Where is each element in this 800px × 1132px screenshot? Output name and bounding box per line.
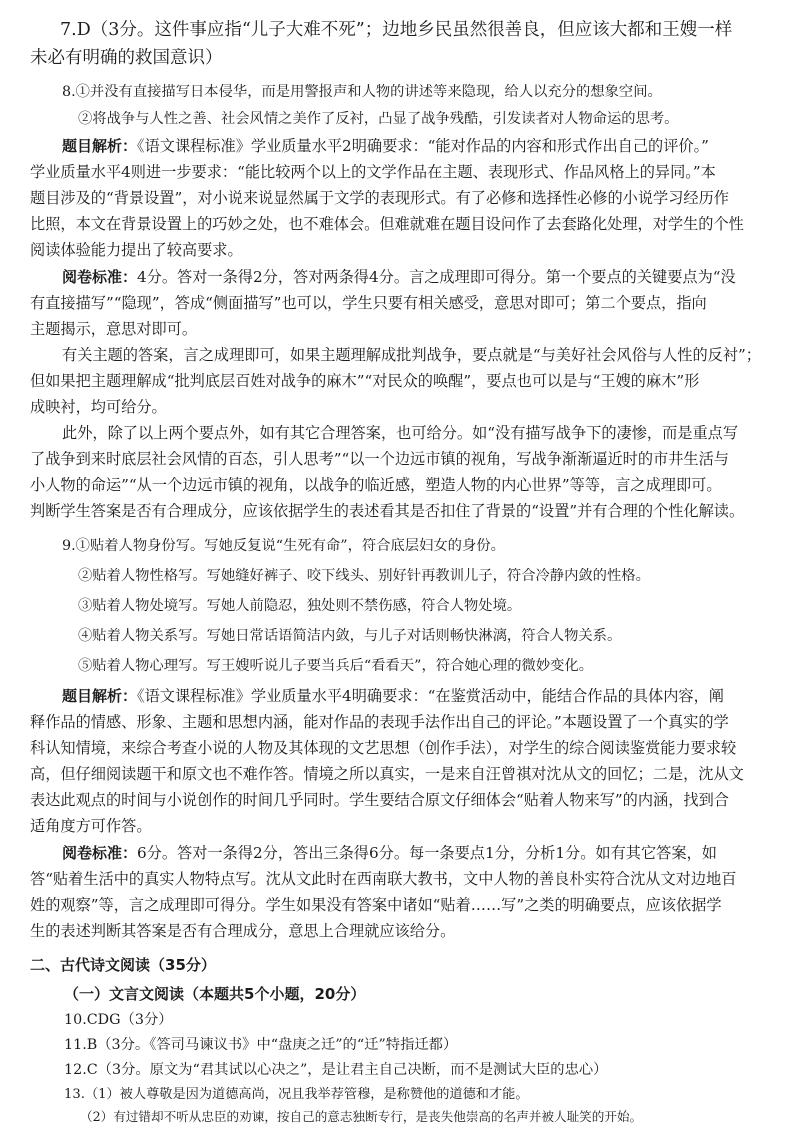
q9-analysis-line-2: 释作品的情感、形象、主题和思想内涵，能对作品的表现手法作出自己的评论。”本题设置了一个真实的学 (30, 713, 729, 731)
standard-label: 阅卷标准： (62, 268, 138, 286)
q9-standard-line-1: 阅卷标准：6分。答对一条得2分，答出三条得6分。每一条要点1分，分析1分。如有其它答案，如 (62, 844, 717, 862)
q8-standard-line-2: 有直接描写”“隐现”，答成“侧面描写”也可以，学生只要有相关感受，意思对即可；第二个要点，指向 (30, 294, 707, 312)
q9-standard-line-3: 姓的观察”等，言之成理即可得分。学生如果没有答案中诸如“贴着……写”之类的明确要点，应该依据学 (30, 896, 722, 914)
q9-point-3: ③贴着人物处境写。写她人前隐忍，独处则不禁伤感，符合人物处境。 (78, 598, 522, 614)
q8-analysis-line-1: 题目解析：《语文课程标准》学业质量水平2明确要求：“能对作品的内容和形式作出自己的评价。” (62, 137, 709, 155)
q13-line-1: 13.（1）被人尊敬是因为道德高尚，况且我举荐管穆，是称赞他的道德和才能。 (64, 1087, 529, 1102)
q8-standard-line-1: 阅卷标准：4分。答对一条得2分，答对两条得4分。言之成理即可得分。第一个要点的关键要点为“没 (62, 268, 736, 286)
q8-analysis-line-3: 题目涉及的“背景设置”，对小说来说显然属于文学的表现形式。有了必修和选择性必修的小说学习经历作 (30, 189, 729, 207)
q9-analysis-line-1: 题目解析：《语文课程标准》学业质量水平4明确要求：“在鉴赏活动中，能结合作品的具体内容，阐 (62, 687, 724, 705)
q9-standard-line-2: 答“贴着生活中的真实人物特点写。沈从文此时在西南联大教书，文中人物的善良朴实符合沈从文对边地百 (30, 870, 737, 888)
section-2-subtitle: （一）文言文阅读（本题共5个小题，20分） (64, 985, 366, 1003)
q9-analysis-line-3: 科认知情境，来综合考查小说的人物及其体现的文艺思想（创作手法），对学生的综合阅读鉴赏能力要求较 (30, 739, 737, 757)
q9-analysis-line-4: 高，但仔细阅读题干和原文也不难作答。情境之所以真实，一是来自汪曾祺对沈从文的回忆；二是，沈从文 (30, 765, 744, 783)
q8-extra-line-7: 判断学生答案是否有合理成分，应该依据学生的表述看其是否扣住了背景的“设置”并有合理的个性化解读。 (30, 502, 745, 520)
q8-point-2: ②将战争与人性之善、社会风情之美作了反衬，凸显了战争残酷，引发读者对人物命运的思考。 (78, 111, 679, 127)
section-2-title: 二、古代诗文阅读（35分） (30, 956, 216, 974)
q8-analysis-line-5: 阅读体验能力提出了较高要求。 (30, 241, 243, 259)
q13-line-2: （2）有过错却不听从忠臣的劝谏，按自己的意志独断专行，是丧失他崇高的名声并被人耻笑的开始。 (80, 1109, 643, 1124)
q8-analysis-line-4: 比照，本文在背景设置上的巧妙之处，也不难体会。但难就难在题目设问作了去套路化处理，对学生的个性 (30, 215, 744, 233)
analysis-label: 题目解析： (62, 687, 138, 705)
q8-extra-line-3: 成映衬，均可给分。 (30, 398, 167, 416)
q8-analysis-line-2: 学业质量水平4则进一步要求：“能比较两个以上的文学作品在主题、表现形式、作品风格上的异同。”本 (30, 163, 716, 181)
q8-extra-line-6: 小人物的命运”“从一个边远市镇的视角，以战争的临近感，塑造人物的内心世界”等等，言之成理即可。 (30, 476, 722, 494)
q9-analysis-line-5: 表达此观点的时间与小说创作的时间几乎同时。学生要结合原文仔细体会“贴着人物来写”的内涵，找到合 (30, 791, 729, 809)
analysis-label: 题目解析： (62, 137, 138, 155)
q8-extra-line-1: 有关主题的答案，言之成理即可，如果主题理解成批判战争，要点就是“与美好社会风俗与人性的反衬”； (62, 346, 761, 364)
q9-point-1: 9.①贴着人物身份写。写她反复说“生死有命”，符合底层妇女的身份。 (62, 538, 505, 554)
q8-extra-line-5: 了战争到来时底层社会风情的百态，引人思考”“以一个边远市镇的视角，写战争渐渐逼近时的市井生活与 (30, 450, 729, 468)
standard-label: 阅卷标准： (62, 844, 138, 862)
q9-standard-line-4: 生的表述判断其答案是否有合理成分，意思上合理就应该给分。 (30, 922, 456, 940)
q11-answer: 11.B（3分。《答司马谏议书》中“盘庚之迁”的“迁”特指迁都） (64, 1037, 458, 1053)
q8-point-1: 8.①并没有直接描写日本侵华，而是用警报声和人物的讲述等来隐现，给人以充分的想象空间。 (62, 84, 662, 100)
q9-point-5: ⑤贴着人物心理写。写王嫂听说儿子要当兵后“看看天”，符合她心理的微妙变化。 (78, 658, 594, 674)
q10-answer: 10.CDG（3分） (64, 1012, 173, 1028)
q8-standard-line-3: 主题揭示，意思对即可。 (30, 320, 198, 338)
q8-extra-line-2: 但如果把主题理解成“批判底层百姓对战争的麻木”“对民众的唤醒”，要点也可以是与“王嫂的麻木”形 (30, 372, 700, 390)
q9-analysis-line-6: 适角度方可作答。 (30, 817, 152, 835)
q12-answer: 12.C（3分。原文为“君其试以心决之”，是让君主自己决断，而不是测试大臣的忠心） (64, 1062, 608, 1078)
q9-point-4: ④贴着人物关系写。写她日常话语简洁内敛，与儿子对话则畅快淋漓，符合人物关系。 (78, 628, 622, 644)
q8-extra-line-4: 此外，除了以上两个要点外，如有其它合理答案，也可给分。如“没有描写战争下的凄惨，而是重点写 (62, 424, 739, 442)
q7-line-2: 未必有明确的救国意识） (30, 48, 223, 68)
q7-line-1: 7.D（3分。这件事应指“儿子大难不死”；边地乡民虽然很善良，但应该大都和王嫂一样 (60, 20, 733, 40)
q9-point-2: ②贴着人物性格写。写她缝好裤子、咬下线头、别好针再教训儿子，符合冷静内敛的性格。 (78, 568, 650, 584)
